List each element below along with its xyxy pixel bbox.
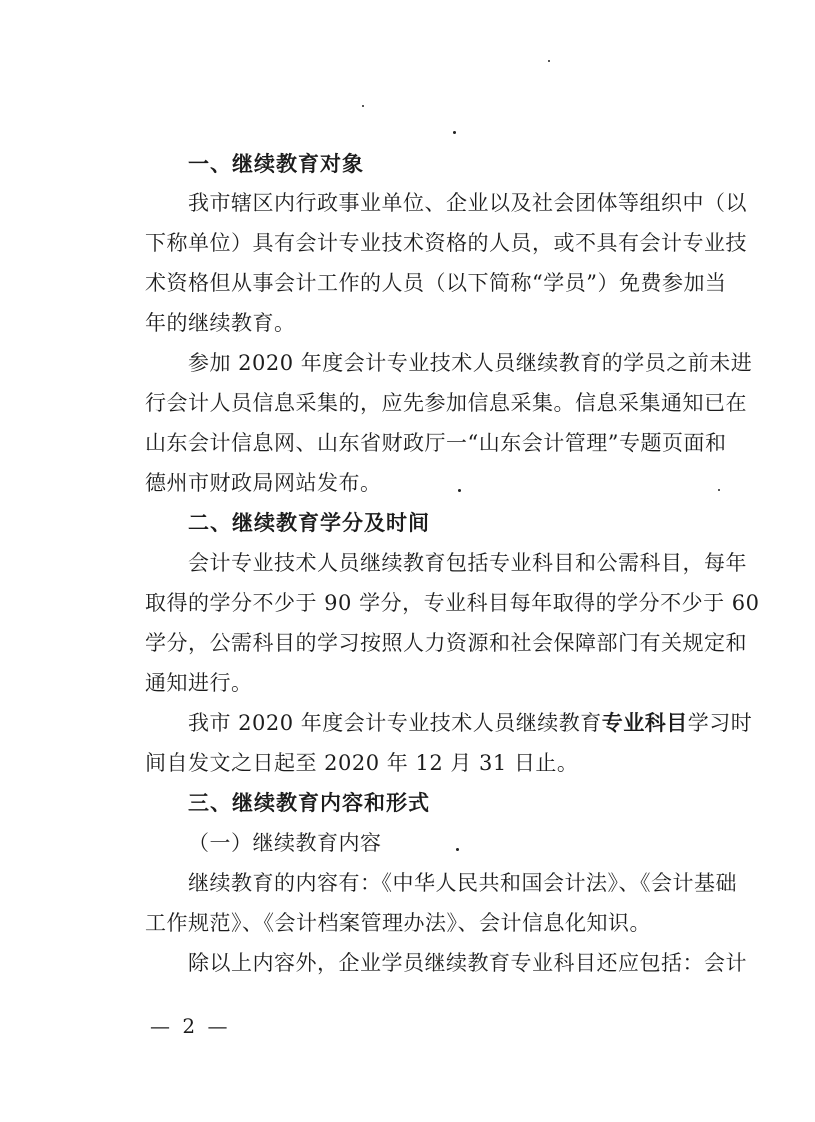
section-2-heading: 二、继续教育学分及时间 bbox=[188, 511, 430, 535]
paragraph-line: 德州市财政局网站发布。 bbox=[145, 471, 382, 495]
scan-speck bbox=[453, 131, 456, 134]
page-number: — 2 — bbox=[150, 1014, 231, 1038]
paragraph-line: 继续教育的内容有：《中华人民共和国会计法》、《会计基础 bbox=[188, 871, 737, 895]
section-3-heading: 三、继续教育内容和形式 bbox=[188, 791, 430, 815]
section-1-heading: 一、继续教育对象 bbox=[188, 152, 364, 176]
emphasis-text: 专业科目 bbox=[601, 710, 688, 735]
paragraph-line: 会计专业技术人员继续教育包括专业科目和公需科目，每年 bbox=[188, 551, 747, 575]
text-run: 我市 2020 年度会计专业技术人员继续教育 bbox=[188, 711, 602, 735]
scan-speck bbox=[362, 105, 364, 107]
paragraph-line: 参加 2020 年度会计专业技术人员继续教育的学员之前未进 bbox=[188, 351, 753, 375]
scan-speck bbox=[458, 489, 461, 492]
text-run: 学习时 bbox=[687, 711, 753, 735]
paragraph-line: 工作规范》、《会计档案管理办法》、会计信息化知识。 bbox=[145, 911, 651, 935]
paragraph-line: 山东会计信息网、山东省财政厅一“山东会计管理”专题页面和 bbox=[145, 431, 727, 455]
paragraph-line: 行会计人员信息采集的，应先参加信息采集。信息采集通知已在 bbox=[145, 391, 747, 415]
paragraph-line: 学分，公需科目的学习按照人力资源和社会保障部门有关规定和 bbox=[145, 631, 747, 655]
scan-speck bbox=[548, 60, 550, 62]
paragraph-line: 术资格但从事会计工作的人员（以下简称“学员”）免费参加当 bbox=[145, 271, 727, 295]
paragraph-line bbox=[188, 708, 752, 738]
paragraph-line: 间自发文之日起至 2020 年 12 月 31 日止。 bbox=[145, 751, 579, 775]
scan-speck bbox=[456, 848, 459, 851]
paragraph-line: 下称单位）具有会计专业技术资格的人员，或不具有会计专业技 bbox=[145, 231, 747, 255]
paragraph-line: 取得的学分不少于 90 学分，专业科目每年取得的学分不少于 60 bbox=[145, 591, 760, 615]
scan-speck bbox=[718, 489, 720, 491]
subsection-heading: （一）继续教育内容 bbox=[188, 831, 382, 855]
paragraph-line: 除以上内容外，企业学员继续教育专业科目还应包括：会计 bbox=[188, 951, 747, 975]
paragraph-line: 年的继续教育。 bbox=[145, 311, 296, 335]
paragraph-line: 通知进行。 bbox=[145, 671, 253, 695]
paragraph-line: 我市辖区内行政事业单位、企业以及社会团体等组织中（以 bbox=[188, 191, 747, 215]
